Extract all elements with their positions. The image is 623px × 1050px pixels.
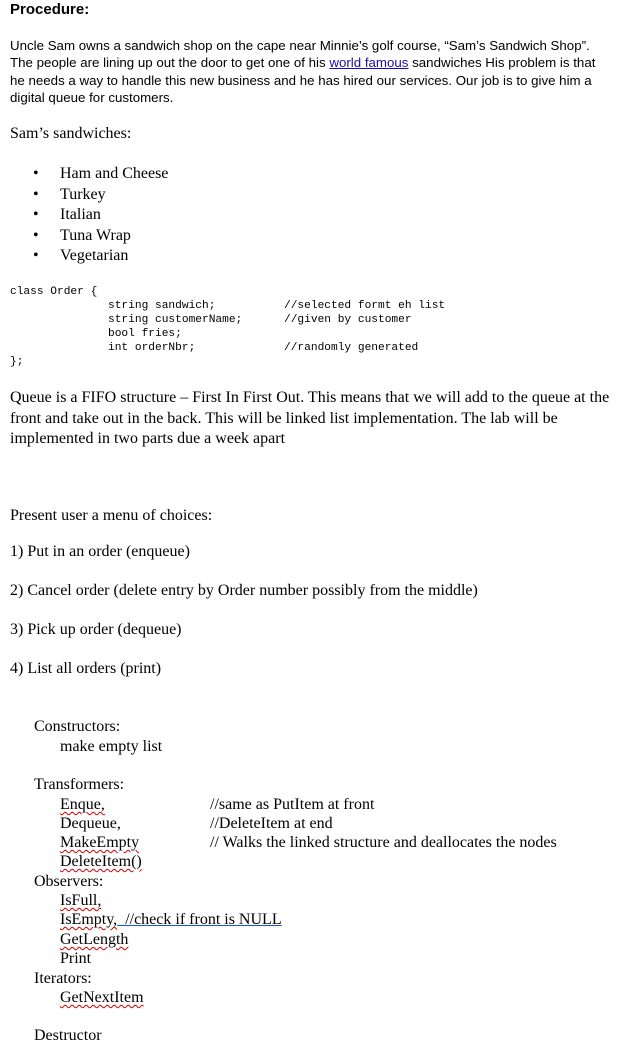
intro-text-end: sandwiches His problem is that he needs a way to handle this new business and he has hired our services. Our job is to give him a digital queue for customers. <box>10 55 596 105</box>
dequeue-item: Dequeue, <box>60 815 121 832</box>
sandwich-name: Turkey <box>60 185 106 203</box>
page-heading: Procedure: <box>10 1 90 18</box>
code-line-customer: string customerName; <box>108 314 243 326</box>
code-class-close: }; <box>10 356 24 368</box>
constructors-label: Constructors: <box>34 718 121 735</box>
intro-text-start: Uncle Sam owns a sandwich shop on the cape near Minnie’s golf course, “Sam’s Sandwich Shop”. The people are lining up out the door to get one of his <box>10 38 590 71</box>
enque-comment: //same as PutItem at front <box>210 796 375 813</box>
list-item <box>33 185 168 206</box>
destructor-label: Destructor <box>34 1027 102 1044</box>
queue-paragraph: Queue is a FIFO structure – First In First Out. This means that we will add to the queue at the front and take out in the back. This will be linked list implementation. The lab will be implemented in two parts due a week apart <box>10 389 610 447</box>
makeempty-item: MakeEmpty <box>60 834 140 851</box>
print-item: Print <box>60 950 92 967</box>
iterators-label: Iterators: <box>34 970 92 987</box>
isempty-comment: //check if front is NULL <box>117 911 282 928</box>
transformers-label: Transformers: <box>34 776 125 793</box>
isfull-item: IsFull, <box>60 892 102 909</box>
intro-paragraph <box>10 37 613 106</box>
code-class-open: class Order { <box>10 286 98 298</box>
sandwich-list <box>33 164 168 267</box>
sandwich-list-title: Sam’s sandwiches: <box>10 125 132 142</box>
world-famous-link[interactable]: world famous <box>329 55 409 71</box>
bullet: • <box>33 226 39 244</box>
list-item <box>33 246 168 267</box>
sandwich-name: Tuna Wrap <box>60 226 131 244</box>
isempty-item: IsEmpty, <box>60 911 118 928</box>
code-line-fries: bool fries; <box>108 328 182 340</box>
sandwich-name: Italian <box>60 206 101 223</box>
code-line-ordernbr: int orderNbr; <box>108 342 196 354</box>
list-item <box>33 164 168 185</box>
getlength-item: GetLength <box>60 931 129 948</box>
list-item <box>33 226 168 247</box>
choice-pickup: 3) Pick up order (dequeue) <box>10 621 182 638</box>
choices-title: Present user a menu of choices: <box>10 507 213 524</box>
constructor-item: make empty list <box>60 738 163 755</box>
dequeue-comment: //DeleteItem at end <box>210 815 333 832</box>
getnextitem-item: GetNextItem <box>60 989 144 1006</box>
choice-enqueue: 1) Put in an order (enqueue) <box>10 543 190 560</box>
choice-list: 4) List all orders (print) <box>10 660 162 677</box>
deleteitem-item: DeleteItem() <box>60 853 142 870</box>
bullet: • <box>33 247 39 264</box>
list-item <box>33 205 168 226</box>
bullet: • <box>33 185 39 203</box>
code-comment-sandwich: //selected formt eh list <box>284 300 446 312</box>
bullet: • <box>33 165 39 182</box>
observers-label: Observers: <box>34 873 104 890</box>
sandwich-name: Ham and Cheese <box>60 165 169 182</box>
code-comment-customer: //given by customer <box>284 314 412 326</box>
enque-item: Enque, <box>60 796 105 813</box>
code-line-sandwich: string sandwich; <box>108 300 216 312</box>
sandwich-name: Vegetarian <box>60 247 129 264</box>
choice-cancel: 2) Cancel order (delete entry by Order number possibly from the middle) <box>10 582 478 599</box>
isempty-row <box>60 911 282 929</box>
code-comment-ordernbr: //randomly generated <box>284 342 419 354</box>
makeempty-comment: // Walks the linked structure and deallocates the nodes <box>210 834 557 851</box>
bullet: • <box>33 206 39 223</box>
